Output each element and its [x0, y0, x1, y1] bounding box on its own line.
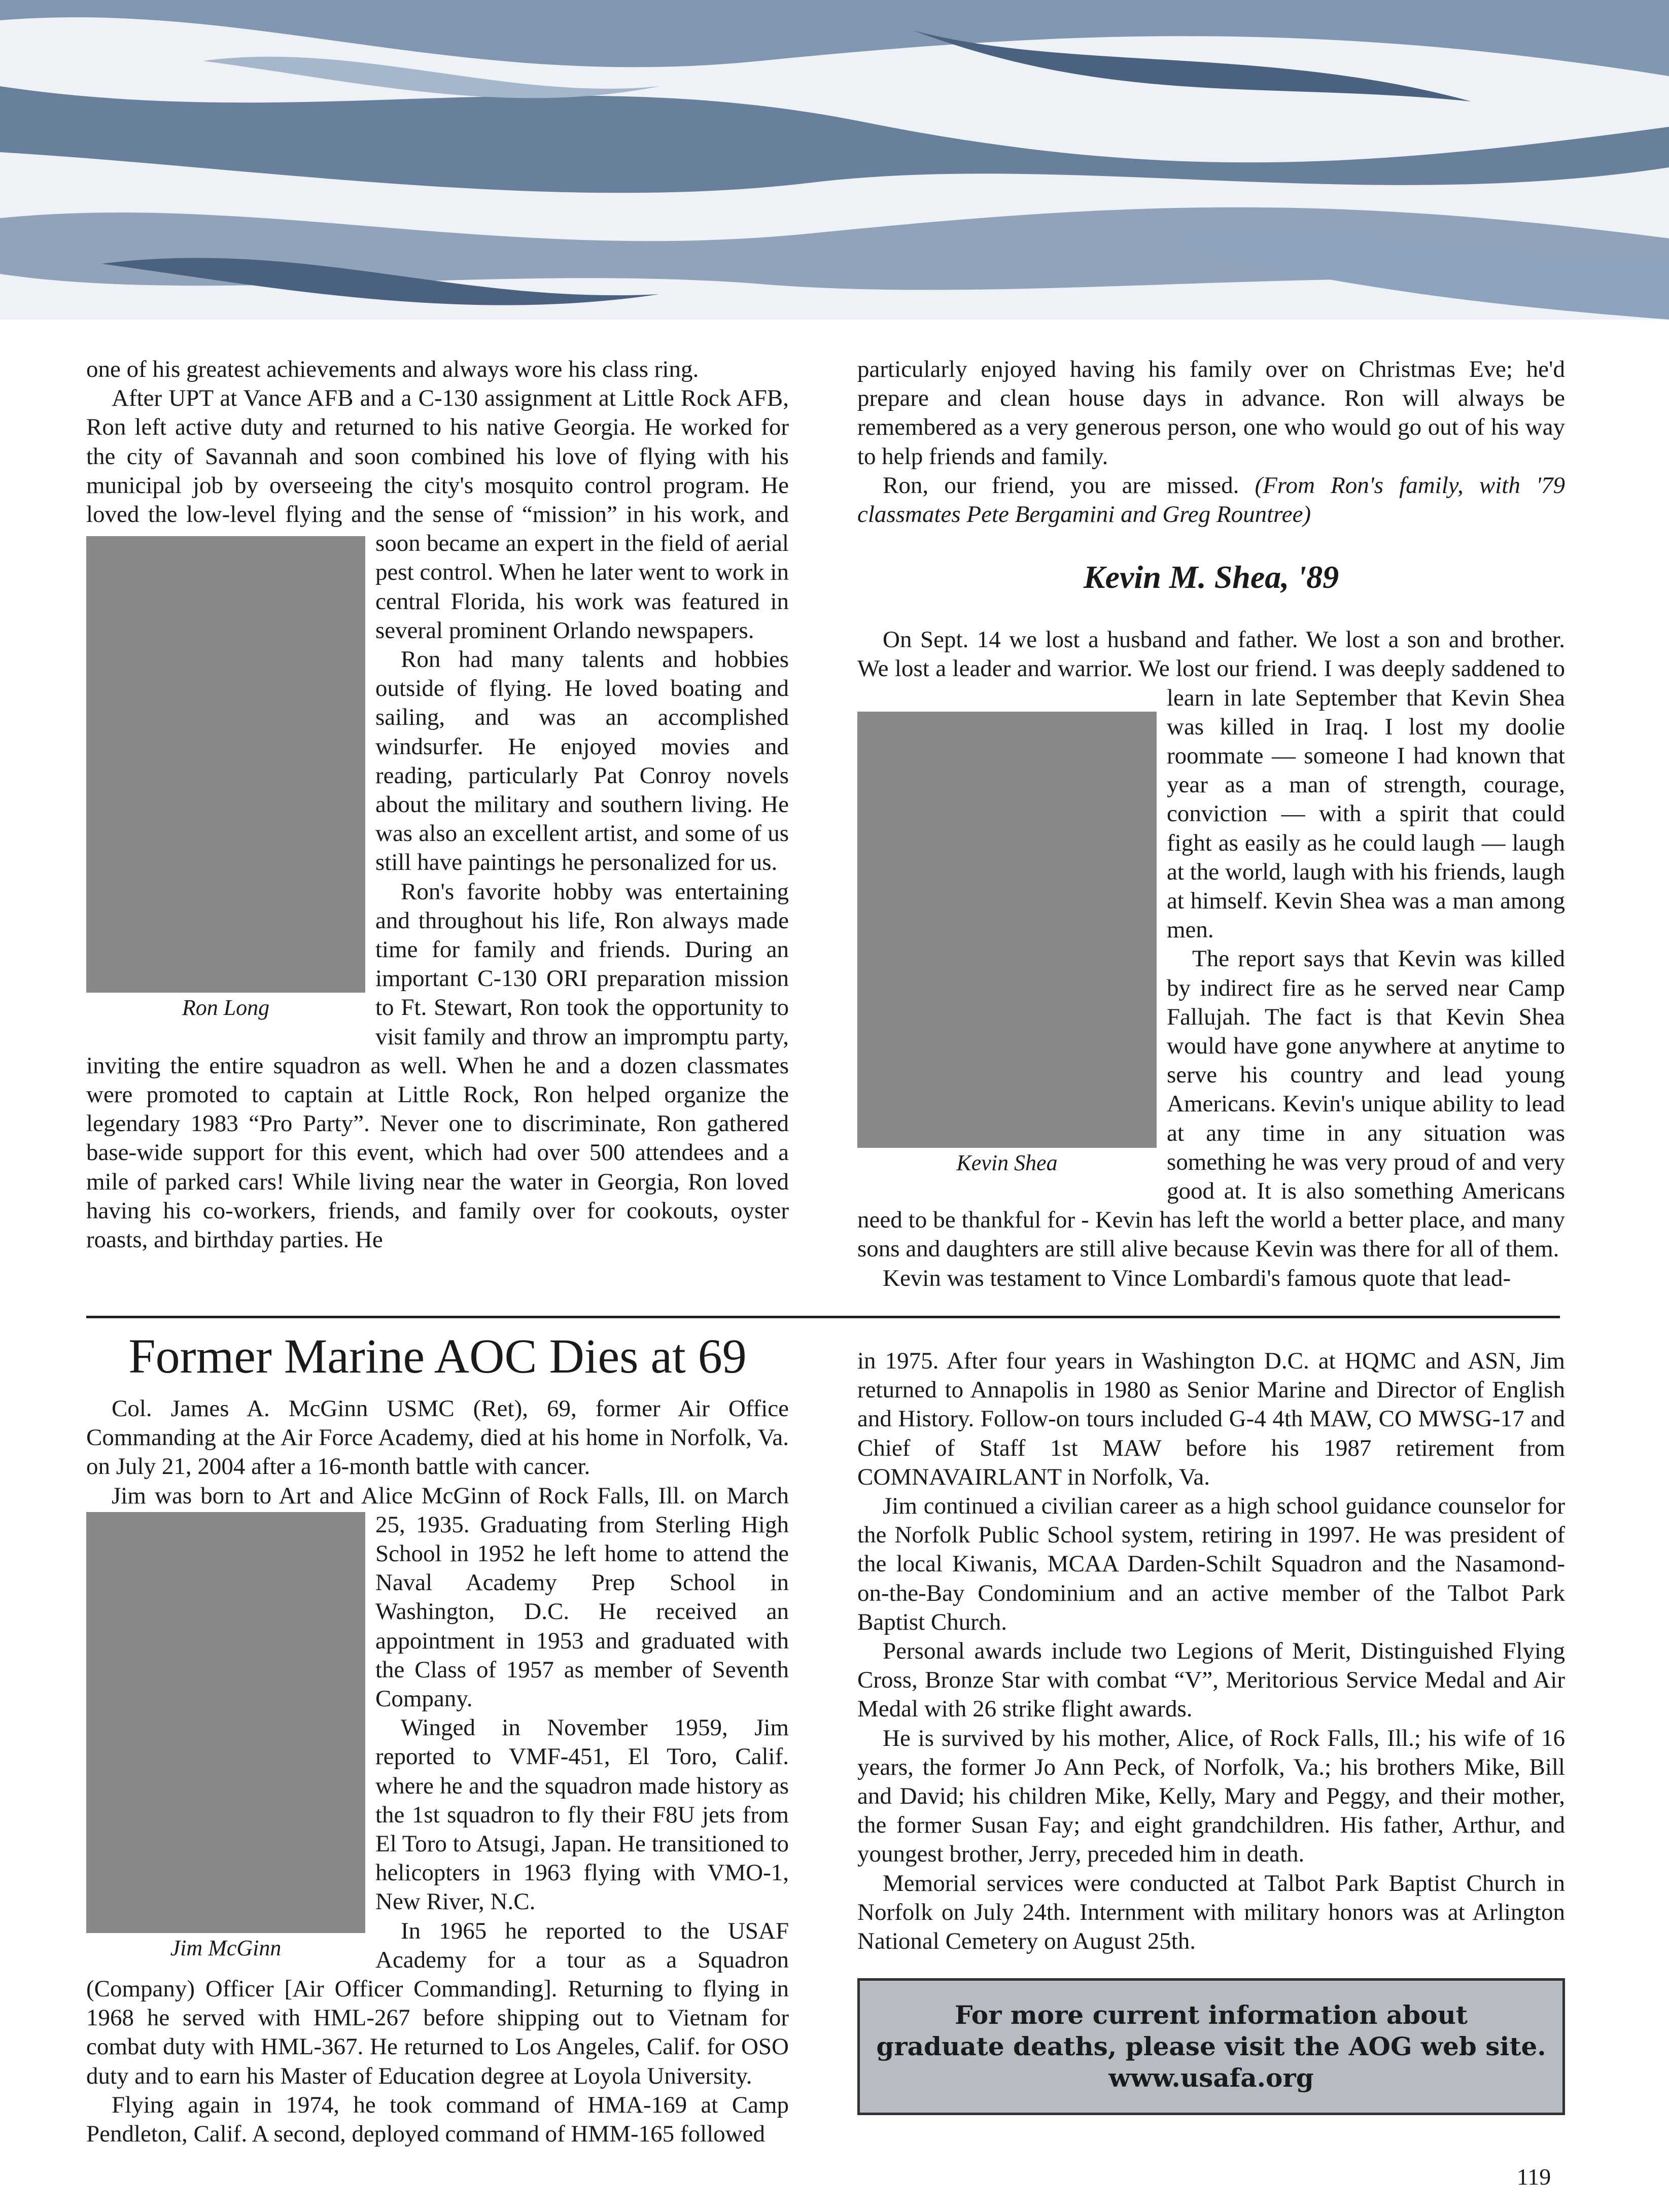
- photo-jim-mcginn: [86, 1512, 365, 1933]
- obituary-heading-kevin-shea: Kevin M. Shea, '89: [1083, 559, 1339, 595]
- paragraph: Ron's favorite hobby was entertaining and throughout his life, Ron always made time for family and friends. During an important C-130 ORI preparation mission to Ft. Stewart, Ron took the opportunity to visit family and throw an impromptu party, inviting the entire squadron as well. When he and a dozen classmates were promoted to captain at Little Rock, Ron helped organize the legendary 1983 “Pro Party”. Never one to discriminate, Ron gathered base-wide support for this event, which had over 500 attendees and a mile of parked cars! While living near the water in Georgia, Ron loved having his co-workers, friends, and family over for cookouts, oyster roasts, and birthday parties. He: [86, 878, 789, 1253]
- paragraph: After UPT at Vance AFB and a C-130 assignment at Little Rock AFB, Ron left active duty and returned to his native Georgia. He worked for the city of Savannah and soon combined his love of flying with his municipal job by overseeing the city's mosquito control program. He loved the low-level flying and the sense of “mission” in his work, and soon became an expert in the field of aerial pest control. When he later went to work in central Florida, his work was featured in several prominent Orlando newspapers.: [86, 385, 789, 644]
- section-divider: [86, 1316, 1560, 1318]
- photo-block-jim-mcginn: [86, 1512, 365, 1963]
- photo-ron-long: [86, 536, 365, 993]
- info-line: graduate deaths, please visit the AOG web site.: [876, 2031, 1546, 2061]
- aog-info-box: [857, 1978, 1565, 2115]
- paragraph: Kevin was testament to Vince Lombardi's famous quote that lead-: [883, 1265, 1511, 1291]
- photo-block-ron-long: [86, 536, 365, 1023]
- page-number: 119: [1517, 2164, 1551, 2190]
- upper-left-column: [86, 355, 789, 1254]
- paragraph: Personal awards include two Legions of Merit, Distinguished Flying Cross, Bronze Star with combat “V”, Meritorious Service Medal and Air Medal with 26 strike flight awards.: [857, 1638, 1565, 1723]
- paragraph: particularly enjoyed having his family over on Christmas Eve; he'd prepare and clean house days in advance. Ron will always be remembered as a very generous person, one who would go out of his way to help friends and family.: [857, 356, 1565, 470]
- paragraph: Flying again in 1974, he took command of HMA-169 at Camp Pendleton, Calif. A second, deployed command of HMM-165 followed: [86, 2091, 789, 2148]
- paragraph: In 1965 he reported to the USAF Academy for a tour as a Squadron (Company) Officer [Air Officer Commanding]. Returning to flying in 1968 he served with HML-267 before shipping out to Vietnam for combat duty with HML-367. He returned to Los Angeles, Calif. for OSO duty and to earn his Master of Education degree at Loyola University.: [86, 1917, 789, 2089]
- photo-caption: Kevin Shea: [956, 1150, 1058, 1176]
- photo-kevin-shea: [857, 712, 1157, 1148]
- lower-left-column: [86, 1326, 789, 2149]
- decorative-banner: [0, 0, 1669, 320]
- info-box-text: [876, 1999, 1546, 2094]
- info-line: For more current information about: [954, 2000, 1468, 2030]
- paragraph: Memorial services were conducted at Talbot Park Baptist Church in Norfolk on July 24th. Internment with military honors was at Arlington National Cemetery on August 25th.: [857, 1870, 1565, 1955]
- paragraph: The report says that Kevin was killed by indirect fire as he served near Camp Fallujah. The fact is that Kevin Shea would have gone anywhere at anytime to serve his country and lead young Americans. Kevin's unique ability to lead at any time in any situation was something he was very proud of and very good at. It is also something Americans need to be thankful for - Kevin has left the world a better place, and many sons and daughters are still alive because Kevin was there for all of them.: [857, 945, 1565, 1262]
- paragraph: Col. James A. McGinn USMC (Ret), 69, former Air Office Commanding at the Air Force Academy, died at his home in Norfolk, Va. on July 21, 2004 after a 16-month battle with cancer.: [86, 1395, 789, 1480]
- lower-right-column: [857, 1347, 1565, 1956]
- paragraph: On Sept. 14 we lost a husband and father. We lost a son and brother. We lost a leader and warrior. We lost our friend. I was deeply saddened to learn in late September that Kevin Shea was killed in Iraq. I lost my doolie roommate — someone I had known that year as a man of strength, courage, conviction — with a spirit that could fight as easily as he could laugh — laugh at the world, laugh with his friends, laugh at himself. Kevin Shea was a man among men.: [857, 626, 1565, 943]
- paragraph: Winged in November 1959, Jim reported to VMF-451, El Toro, Calif. where he and the squadron made history as the 1st squadron to fly their F8U jets from El Toro to Atsugi, Japan. He transitioned to helicopters in 1963 flying with VMO-1, New River, N.C.: [375, 1714, 789, 1915]
- article-headline: Former Marine AOC Dies at 69: [128, 1329, 747, 1383]
- paragraph: Ron had many talents and hobbies outside of flying. He loved boating and sailing, and was an accomplished windsurfer. He enjoyed movies and reading, particularly Pat Conroy novels about the military and southern living. He was also an excellent artist, and some of us still have paintings he personalized for us.: [375, 646, 789, 876]
- photo-caption: Jim McGinn: [170, 1935, 282, 1960]
- photo-block-kevin-shea: [857, 712, 1157, 1178]
- banner-graphic: [0, 0, 1669, 320]
- paragraph: [857, 471, 1565, 529]
- paragraph: Jim continued a civilian career as a high school guidance counselor for the Norfolk Public School system, retiring in 1997. He was president of the local Kiwanis, MCAA Darden-Schilt Squadron and the Nasamond-on-the-Bay Condominium and an active member of the Talbot Park Baptist Church.: [857, 1493, 1565, 1635]
- photo-caption: Ron Long: [182, 995, 270, 1021]
- website-link[interactable]: www.usafa.org: [1108, 2063, 1314, 2093]
- credit-line: (From Ron's family, with '79 classmates Pete Bergamini and Greg Rountree): [857, 472, 1565, 528]
- paragraph: He is survived by his mother, Alice, of Rock Falls, Ill.; his wife of 16 years, the former Jo Ann Peck, of Norfolk, Va.; his brothers Mike, Bill and David; his children Mike, Kelly, Mary and Peggy, and their mother, the former Susan Fay; and eight grandchildren. His father, Arthur, and youngest brother, Jerry, preceded him in death.: [857, 1725, 1565, 1868]
- paragraph: one of his greatest achievements and always wore his class ring.: [86, 356, 699, 382]
- upper-right-column: [857, 355, 1565, 1293]
- paragraph: Jim was born to Art and Alice McGinn of Rock Falls, Ill. on March 25, 1935. Graduating from Sterling High School in 1952 he left home to attend the Naval Academy Prep School in Washington, D.C. He received an appointment in 1953 and graduated with the Class of 1957 as member of Seventh Company.: [112, 1482, 789, 1712]
- paragraph: in 1975. After four years in Washington D.C. at HQMC and ASN, Jim returned to Annapolis in 1980 as Senior Marine and Director of English and History. Follow-on tours included G-4 4th MAW, CO MWSG-17 and Chief of Staff 1st MAW before his 1987 retirement from COMNAVAIRLANT in Norfolk, Va.: [857, 1348, 1565, 1490]
- closing-line: Ron, our friend, you are missed.: [883, 472, 1255, 499]
